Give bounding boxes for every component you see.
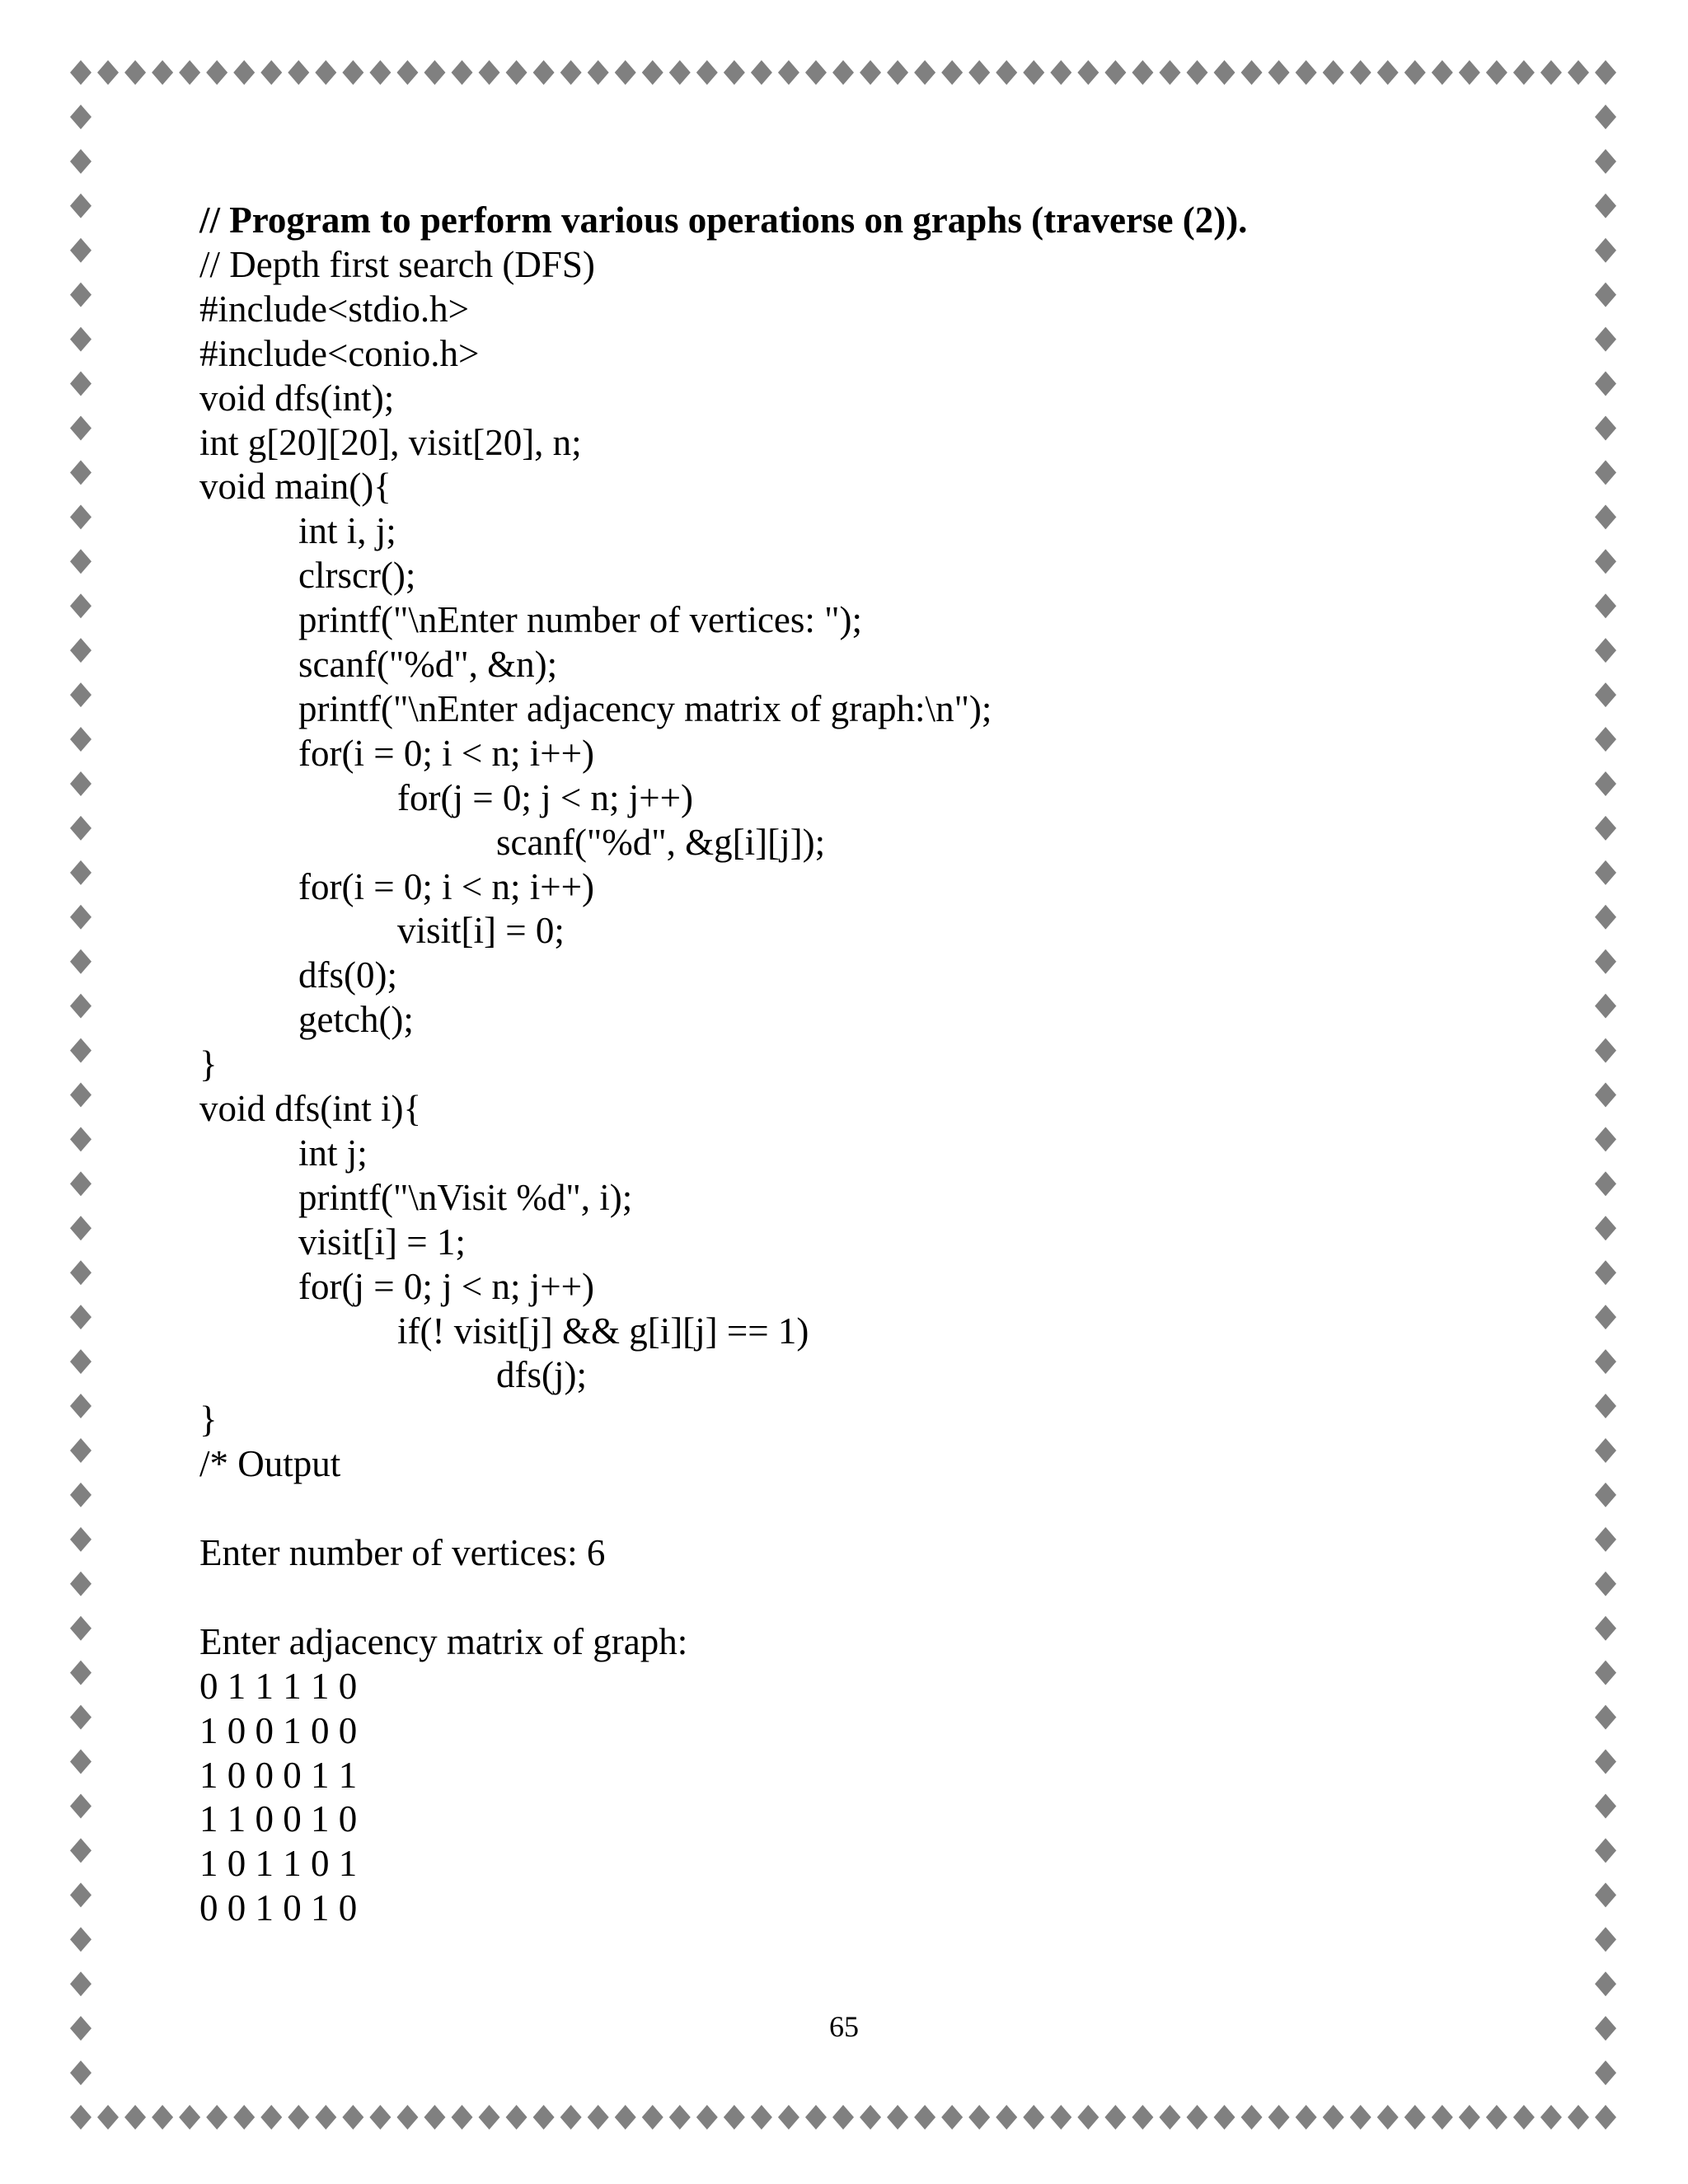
border-diamond-icon <box>1377 2105 1399 2130</box>
border-diamond-icon <box>1595 994 1616 1019</box>
border-diamond-icon <box>70 460 91 485</box>
border-diamond-icon <box>1404 60 1426 85</box>
border-diamond-icon <box>124 60 146 85</box>
border-diamond-icon <box>70 372 91 396</box>
border-diamond-icon <box>696 2105 718 2130</box>
code-line: printf("\nEnter adjacency matrix of graph:\n"); <box>298 687 992 729</box>
border-diamond-icon <box>1241 2105 1263 2130</box>
border-diamond-icon <box>1595 1305 1616 1329</box>
border-diamond-icon <box>1595 1171 1616 1196</box>
code-line: for(i = 0; i < n; i++) <box>298 732 594 774</box>
border-diamond-icon <box>342 2105 363 2130</box>
border-diamond-icon <box>315 60 336 85</box>
code-line: for(j = 0; j < n; j++) <box>298 1265 594 1307</box>
border-diamond-icon <box>152 2105 173 2130</box>
border-diamond-icon <box>70 1305 91 1329</box>
border-diamond-icon <box>1513 2105 1535 2130</box>
border-diamond-icon <box>179 2105 200 2130</box>
border-diamond-icon <box>233 60 255 85</box>
border-diamond-icon <box>1377 60 1399 85</box>
border-diamond-icon <box>70 60 91 85</box>
border-diamond-icon <box>70 682 91 707</box>
border-diamond-icon <box>70 1616 91 1641</box>
border-diamond-icon <box>1268 2105 1290 2130</box>
code-line: void dfs(int i){ <box>199 1088 422 1129</box>
border-diamond-icon <box>1595 1438 1616 1463</box>
code-line: Enter number of vertices: 6 <box>199 1532 606 1573</box>
code-line: int i, j; <box>298 510 396 552</box>
border-diamond-icon <box>70 194 91 218</box>
border-diamond-icon <box>1595 504 1616 529</box>
border-diamond-icon <box>1595 2105 1616 2130</box>
border-diamond-icon <box>832 60 854 85</box>
page-number: 65 <box>829 2010 859 2043</box>
border-diamond-icon <box>968 60 990 85</box>
border-diamond-icon <box>1595 1572 1616 1596</box>
border-diamond-icon <box>1050 60 1071 85</box>
border-diamond-icon <box>1595 194 1616 218</box>
border-diamond-icon <box>914 2105 935 2130</box>
code-line: 1 0 0 1 0 0 <box>199 1709 358 1751</box>
border-diamond-icon <box>805 2105 827 2130</box>
border-diamond-icon <box>260 60 282 85</box>
code-line: } <box>199 1043 218 1085</box>
border-diamond-icon <box>1595 2060 1616 2085</box>
border-diamond-icon <box>70 1171 91 1196</box>
border-diamond-icon <box>1568 60 1589 85</box>
code-line: } <box>199 1399 218 1441</box>
border-diamond-icon <box>369 60 391 85</box>
border-diamond-icon <box>424 60 445 85</box>
border-diamond-icon <box>1568 2105 1589 2130</box>
border-diamond-icon <box>1595 415 1616 440</box>
border-diamond-icon <box>1595 149 1616 174</box>
border-diamond-icon <box>642 2105 663 2130</box>
border-diamond-icon <box>560 2105 582 2130</box>
border-diamond-icon <box>1159 2105 1180 2130</box>
border-diamond-icon <box>288 60 309 85</box>
border-diamond-icon <box>588 2105 609 2130</box>
border-diamond-icon <box>1186 60 1207 85</box>
border-diamond-icon <box>642 60 663 85</box>
border-diamond-icon <box>615 2105 636 2130</box>
code-line: 0 1 1 1 1 0 <box>199 1665 358 1707</box>
border-diamond-icon <box>342 60 363 85</box>
border-diamond-icon <box>588 60 609 85</box>
border-diamond-icon <box>70 149 91 174</box>
code-line: void dfs(int); <box>199 377 395 419</box>
border-diamond-icon <box>1595 771 1616 796</box>
border-diamond-icon <box>1023 60 1044 85</box>
code-line: #include<conio.h> <box>199 332 480 374</box>
border-diamond-icon <box>424 2105 445 2130</box>
code-line: // Depth first search (DFS) <box>199 243 595 285</box>
border-diamond-icon <box>1595 1349 1616 1374</box>
border-diamond-icon <box>1595 1527 1616 1552</box>
code-line: dfs(j); <box>496 1354 587 1396</box>
border-diamond-icon <box>1595 372 1616 396</box>
border-diamond-icon <box>1595 1750 1616 1774</box>
border-diamond-icon <box>70 549 91 574</box>
border-diamond-icon <box>288 2105 309 2130</box>
border-diamond-icon <box>70 2105 91 2130</box>
border-diamond-icon <box>1595 727 1616 752</box>
border-diamond-icon <box>1595 283 1616 307</box>
border-diamond-icon <box>860 60 881 85</box>
border-diamond-icon <box>1513 60 1535 85</box>
border-diamond-icon <box>70 1483 91 1507</box>
border-diamond-icon <box>533 2105 555 2130</box>
border-diamond-icon <box>1268 60 1290 85</box>
border-diamond-icon <box>1241 60 1263 85</box>
border-diamond-icon <box>452 60 473 85</box>
border-diamond-icon <box>506 60 528 85</box>
program-title-line: // Program to perform various operations on graphs (traverse (2)). <box>199 199 1248 241</box>
border-diamond-icon <box>669 2105 691 2130</box>
border-diamond-icon <box>1104 2105 1126 2130</box>
border-diamond-icon <box>70 238 91 263</box>
border-diamond-icon <box>396 2105 418 2130</box>
border-diamond-icon <box>1540 60 1562 85</box>
border-diamond-icon <box>233 2105 255 2130</box>
border-diamond-icon <box>70 1260 91 1285</box>
border-diamond-icon <box>1486 2105 1507 2130</box>
code-line: for(i = 0; i < n; i++) <box>298 865 594 907</box>
border-diamond-icon <box>1595 1216 1616 1240</box>
border-diamond-icon <box>941 60 963 85</box>
border-diamond-icon <box>452 2105 473 2130</box>
border-diamond-icon <box>124 2105 146 2130</box>
border-diamond-icon <box>1595 1793 1616 1818</box>
border-diamond-icon <box>724 2105 745 2130</box>
border-diamond-icon <box>70 949 91 974</box>
border-diamond-icon <box>206 60 227 85</box>
border-diamond-icon <box>1595 682 1616 707</box>
code-line: 1 0 0 0 1 1 <box>199 1754 358 1796</box>
border-diamond-icon <box>724 60 745 85</box>
border-diamond-icon <box>1023 2105 1044 2130</box>
border-diamond-icon <box>70 727 91 752</box>
code-line: scanf("%d", &g[i][j]); <box>496 821 826 863</box>
border-diamond-icon <box>70 2060 91 2085</box>
code-line: if(! visit[j] && g[i][j] == 1) <box>397 1310 809 1352</box>
border-diamond-icon <box>1595 1882 1616 1907</box>
border-diamond-icon <box>396 60 418 85</box>
code-line: int g[20][20], visit[20], n; <box>199 421 582 463</box>
border-diamond-icon <box>778 60 799 85</box>
border-diamond-icon <box>1159 60 1180 85</box>
border-diamond-icon <box>696 60 718 85</box>
code-line: /* Output <box>199 1443 341 1485</box>
border-diamond-icon <box>941 2105 963 2130</box>
border-diamond-icon <box>996 2105 1017 2130</box>
border-diamond-icon <box>1323 2105 1344 2130</box>
border-diamond-icon <box>1350 2105 1372 2130</box>
border-diamond-icon <box>1214 2105 1236 2130</box>
border-diamond-icon <box>70 1838 91 1863</box>
border-diamond-icon <box>70 1661 91 1685</box>
border-diamond-icon <box>97 60 119 85</box>
border-diamond-icon <box>1214 60 1236 85</box>
border-diamond-icon <box>1296 60 1317 85</box>
border-diamond-icon <box>751 60 772 85</box>
border-diamond-icon <box>1595 327 1616 352</box>
code-line: Enter adjacency matrix of graph: <box>199 1620 688 1662</box>
border-diamond-icon <box>70 1038 91 1063</box>
border-diamond-icon <box>778 2105 799 2130</box>
border-diamond-icon <box>479 2105 500 2130</box>
border-diamond-icon <box>70 1394 91 1418</box>
code-line: 1 0 1 1 0 1 <box>199 1843 358 1885</box>
border-diamond-icon <box>1132 2105 1153 2130</box>
border-diamond-icon <box>1077 60 1099 85</box>
border-diamond-icon <box>70 1527 91 1552</box>
border-diamond-icon <box>70 1349 91 1374</box>
border-diamond-icon <box>1595 460 1616 485</box>
border-diamond-icon <box>1595 593 1616 618</box>
code-line: clrscr(); <box>298 555 416 597</box>
code-line: printf("\nVisit %d", i); <box>298 1176 633 1218</box>
border-diamond-icon <box>1595 905 1616 930</box>
border-diamond-icon <box>1296 2105 1317 2130</box>
border-diamond-icon <box>70 105 91 129</box>
border-diamond-icon <box>1404 2105 1426 2130</box>
border-diamond-icon <box>70 1572 91 1596</box>
border-diamond-icon <box>369 2105 391 2130</box>
code-line: void main(){ <box>199 466 392 508</box>
border-diamond-icon <box>315 2105 336 2130</box>
border-diamond-icon <box>1595 1127 1616 1151</box>
code-line: visit[i] = 1; <box>298 1221 466 1263</box>
border-diamond-icon <box>70 1971 91 1996</box>
border-diamond-icon <box>70 905 91 930</box>
code-line: #include<stdio.h> <box>199 288 469 330</box>
border-diamond-icon <box>615 60 636 85</box>
border-diamond-icon <box>70 283 91 307</box>
border-diamond-icon <box>1595 1971 1616 1996</box>
border-diamond-icon <box>70 1793 91 1818</box>
border-diamond-icon <box>914 60 935 85</box>
border-diamond-icon <box>70 1127 91 1151</box>
border-diamond-icon <box>70 504 91 529</box>
border-diamond-icon <box>1486 60 1507 85</box>
border-diamond-icon <box>1595 1927 1616 1952</box>
border-diamond-icon <box>1595 816 1616 841</box>
border-diamond-icon <box>887 60 908 85</box>
border-diamond-icon <box>70 771 91 796</box>
border-diamond-icon <box>832 2105 854 2130</box>
border-diamond-icon <box>70 1438 91 1463</box>
border-diamond-icon <box>1595 1838 1616 1863</box>
border-diamond-icon <box>1459 2105 1480 2130</box>
border-diamond-icon <box>860 2105 881 2130</box>
border-diamond-icon <box>669 60 691 85</box>
border-diamond-icon <box>1050 2105 1071 2130</box>
border-diamond-icon <box>1595 1038 1616 1063</box>
border-diamond-icon <box>1595 949 1616 974</box>
border-diamond-icon <box>968 2105 990 2130</box>
border-diamond-icon <box>1595 638 1616 663</box>
border-diamond-icon <box>179 60 200 85</box>
border-diamond-icon <box>97 2105 119 2130</box>
border-diamond-icon <box>70 1927 91 1952</box>
border-diamond-icon <box>70 1083 91 1108</box>
border-diamond-icon <box>1432 2105 1453 2130</box>
border-diamond-icon <box>1132 60 1153 85</box>
border-diamond-icon <box>70 415 91 440</box>
border-diamond-icon <box>1350 60 1372 85</box>
border-diamond-icon <box>206 2105 227 2130</box>
border-diamond-icon <box>1595 1394 1616 1418</box>
border-diamond-icon <box>1595 1083 1616 1108</box>
border-diamond-icon <box>1104 60 1126 85</box>
code-line: scanf("%d", &n); <box>298 644 558 685</box>
border-diamond-icon <box>479 60 500 85</box>
border-diamond-icon <box>70 327 91 352</box>
border-diamond-icon <box>887 2105 908 2130</box>
border-diamond-icon <box>1595 60 1616 85</box>
border-diamond-icon <box>1595 860 1616 885</box>
border-diamond-icon <box>70 860 91 885</box>
border-diamond-icon <box>506 2105 528 2130</box>
border-diamond-icon <box>1595 549 1616 574</box>
border-diamond-icon <box>70 1882 91 1907</box>
border-diamond-icon <box>996 60 1017 85</box>
code-line: printf("\nEnter number of vertices: "); <box>298 599 863 641</box>
border-diamond-icon <box>70 1705 91 1730</box>
border-diamond-icon <box>70 1750 91 1774</box>
code-line: 1 1 0 0 1 0 <box>199 1798 358 1840</box>
code-line: int j; <box>298 1132 368 1174</box>
border-diamond-icon <box>1595 238 1616 263</box>
border-diamond-icon <box>805 60 827 85</box>
code-line: for(j = 0; j < n; j++) <box>397 776 693 818</box>
border-diamond-icon <box>70 994 91 1019</box>
border-diamond-icon <box>1595 1661 1616 1685</box>
border-diamond-icon <box>152 60 173 85</box>
border-diamond-icon <box>1595 1483 1616 1507</box>
border-diamond-icon <box>1186 2105 1207 2130</box>
code-line: getch(); <box>298 999 414 1041</box>
border-diamond-icon <box>560 60 582 85</box>
border-diamond-icon <box>70 593 91 618</box>
border-diamond-icon <box>1540 2105 1562 2130</box>
border-diamond-icon <box>1459 60 1480 85</box>
code-line: visit[i] = 0; <box>397 910 565 952</box>
border-diamond-icon <box>1595 1616 1616 1641</box>
border-diamond-icon <box>70 816 91 841</box>
code-line: 0 0 1 0 1 0 <box>199 1887 358 1929</box>
border-diamond-icon <box>1077 2105 1099 2130</box>
border-diamond-icon <box>1595 1260 1616 1285</box>
border-diamond-icon <box>533 60 555 85</box>
border-diamond-icon <box>70 638 91 663</box>
code-line: dfs(0); <box>298 954 397 996</box>
border-diamond-icon <box>1595 1705 1616 1730</box>
border-diamond-icon <box>260 2105 282 2130</box>
border-diamond-icon <box>70 1216 91 1240</box>
border-diamond-icon <box>1323 60 1344 85</box>
border-diamond-icon <box>1595 105 1616 129</box>
border-diamond-icon <box>751 2105 772 2130</box>
border-diamond-icon <box>1432 60 1453 85</box>
